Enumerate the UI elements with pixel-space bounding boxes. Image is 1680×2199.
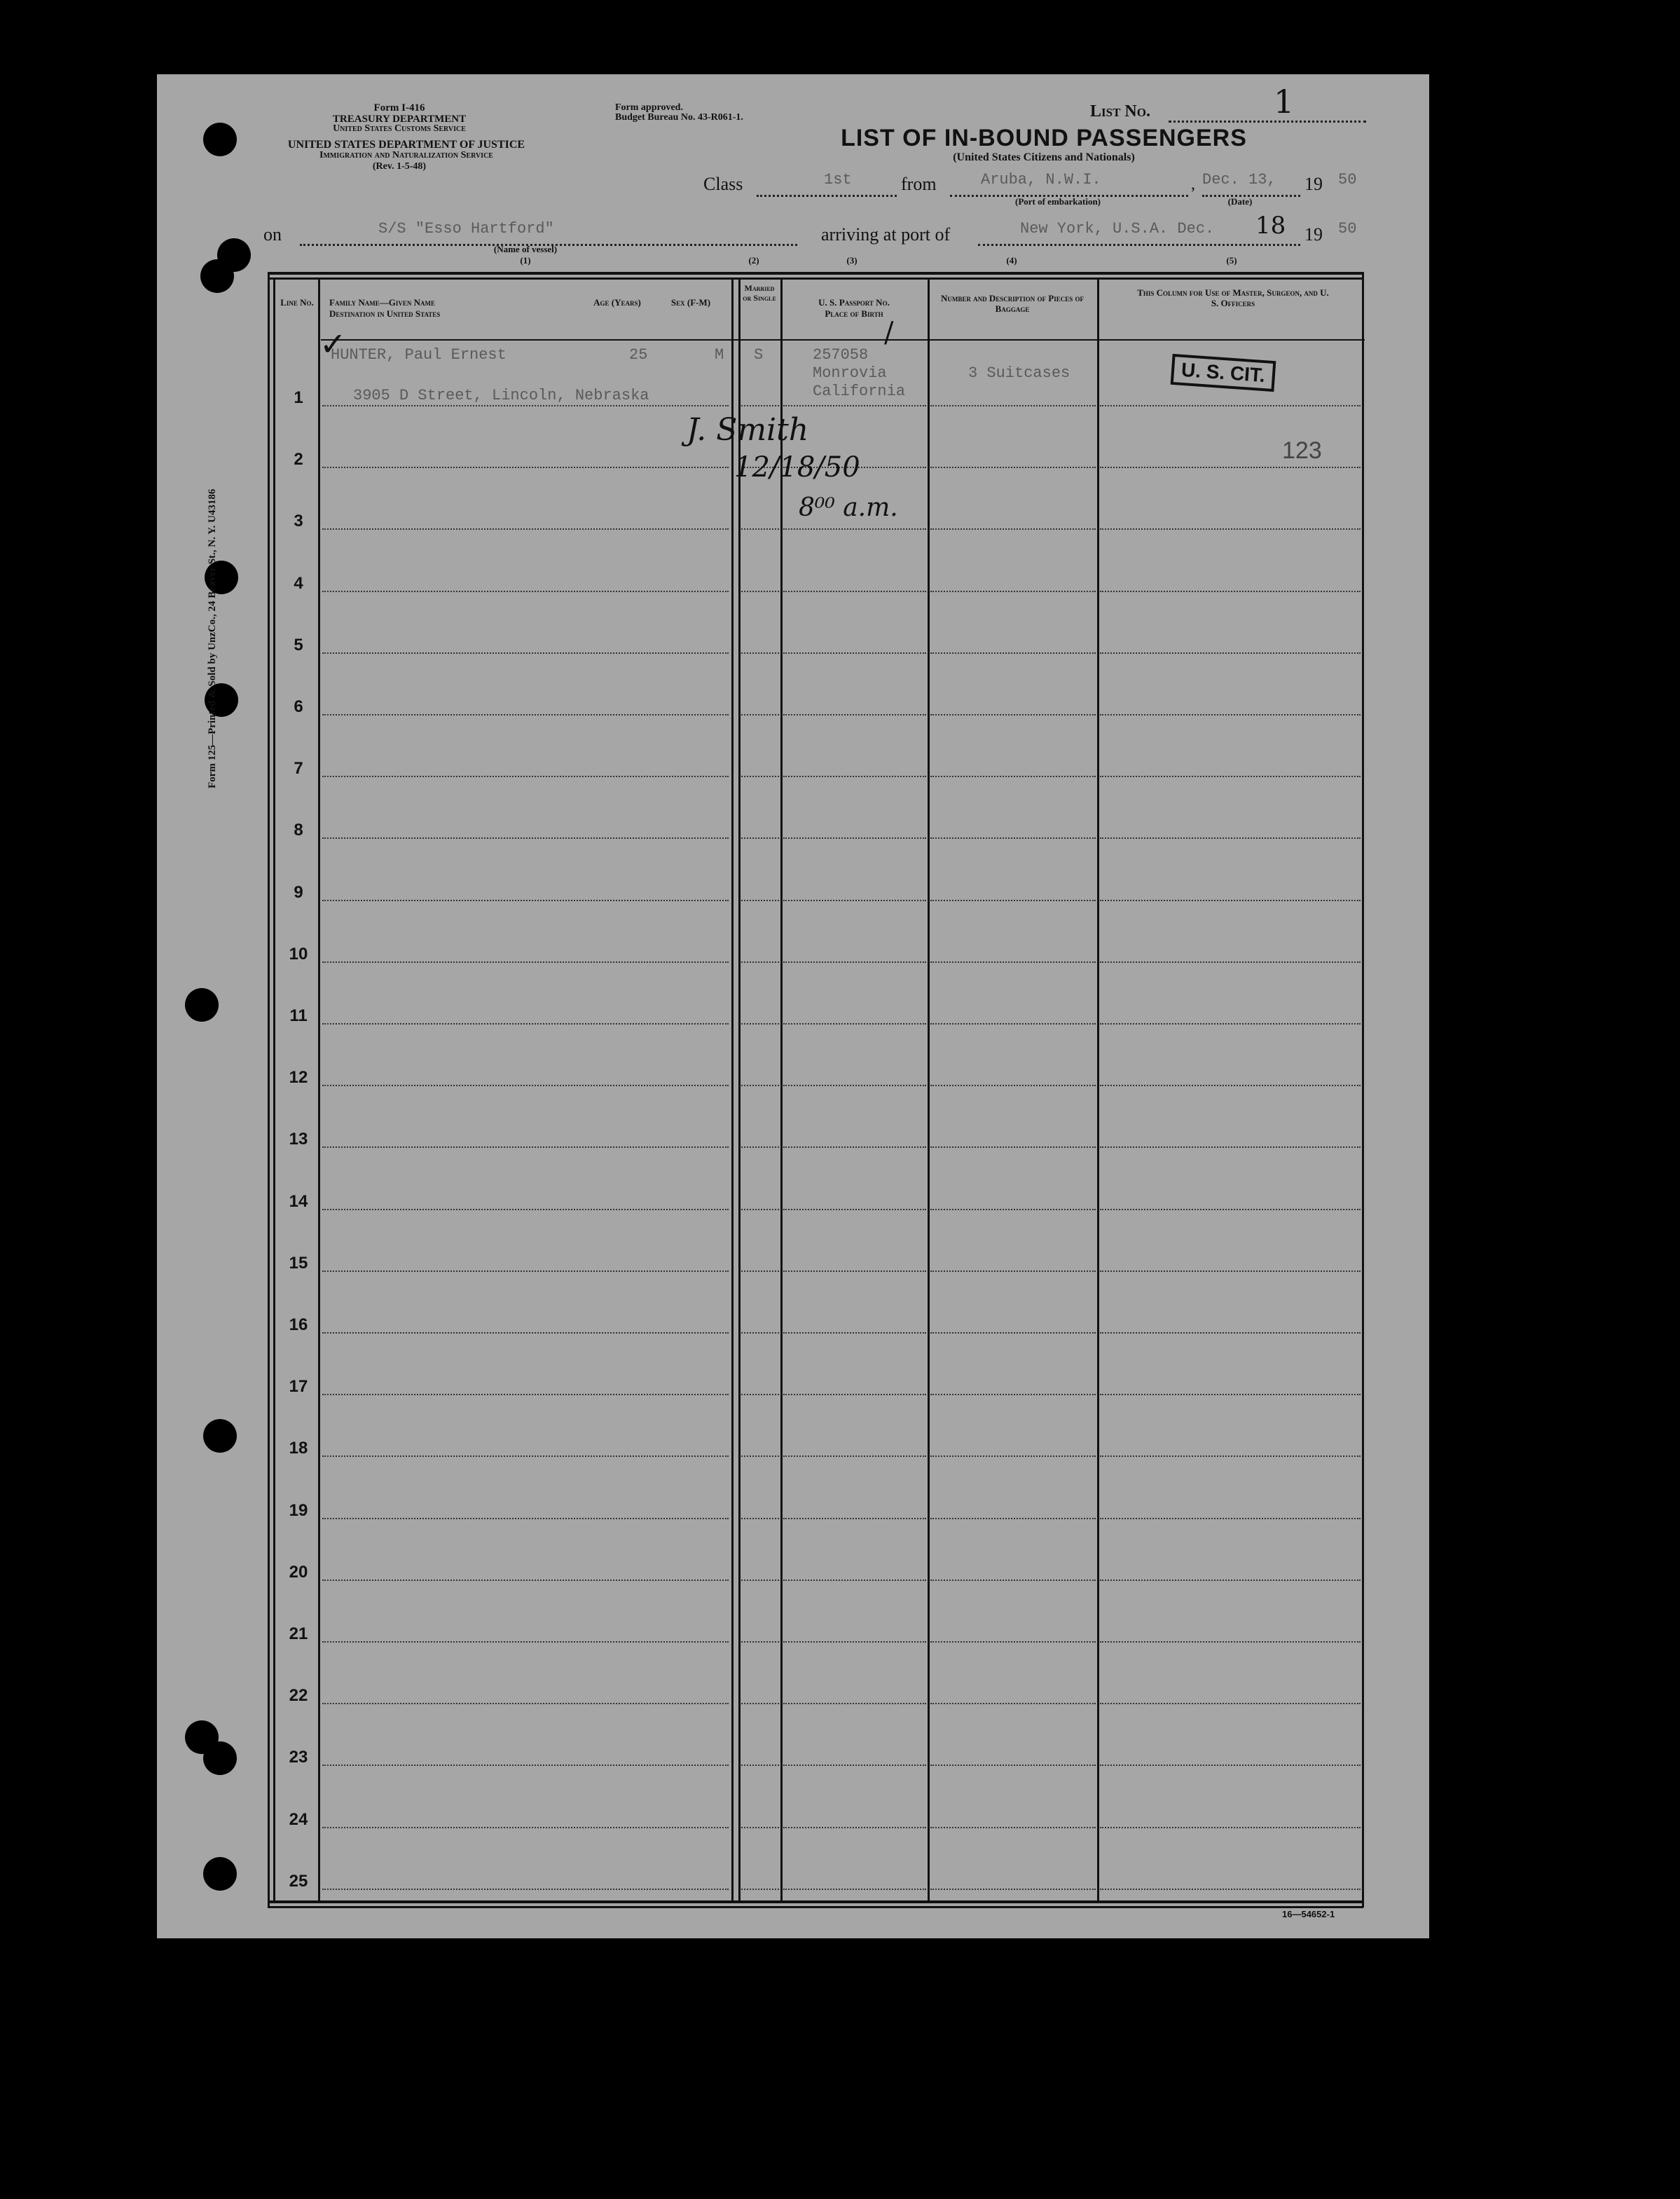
row-dotted-line	[1100, 1023, 1361, 1025]
row-dotted-line	[930, 1703, 1096, 1704]
list-subtitle: (United States Citizens and Nationals)	[953, 151, 1135, 163]
row-dotted-line	[322, 1270, 729, 1272]
form-approved: Form approved.	[615, 102, 683, 113]
handwritten-date: 12/18/50	[734, 451, 860, 484]
row-dotted-line	[741, 591, 779, 592]
vessel-value: S/S "Esso Hartford"	[378, 220, 554, 238]
punch-hole	[203, 123, 237, 156]
form-code: Form I-416	[373, 102, 425, 114]
punch-hole	[217, 238, 251, 272]
row-dotted-line	[1100, 1270, 1361, 1272]
arriving-value: New York, U.S.A. Dec.	[1020, 220, 1215, 238]
customs-service: United States Customs Service	[333, 123, 466, 134]
row-number: 19	[289, 1501, 308, 1520]
row-dotted-line	[741, 900, 779, 901]
row-dotted-line	[1100, 1703, 1361, 1704]
row-dotted-line	[741, 1641, 779, 1643]
table-right-border	[1362, 272, 1364, 1907]
year-prefix-1: 19	[1304, 174, 1323, 194]
row-dotted-line	[930, 1455, 1096, 1457]
row-number: 5	[294, 636, 303, 655]
row-number: 25	[289, 1872, 308, 1891]
row-number: 3	[294, 512, 303, 530]
row-dotted-line	[930, 1827, 1096, 1828]
row-dotted-line	[783, 714, 926, 715]
row-dotted-line	[930, 1209, 1096, 1210]
baggage-divider	[1097, 278, 1099, 1903]
row-dotted-line	[1100, 467, 1361, 468]
row-dotted-line	[1100, 900, 1361, 901]
side-print: Form 125—Printed & Sold by UnzCo., 24 Beaver St., N. Y. U43186	[207, 488, 218, 788]
col-header-married: Married or Single	[743, 283, 776, 303]
row-dotted-line	[783, 1827, 926, 1828]
revision: (Rev. 1-5-48)	[372, 161, 427, 172]
punch-hole	[203, 1741, 237, 1775]
row-dotted-line	[930, 1641, 1096, 1643]
row-dotted-line	[741, 1085, 779, 1086]
list-no-value: 1	[1274, 83, 1295, 121]
date-caption: (Date)	[1227, 196, 1253, 207]
table-bottom-border	[268, 1900, 1363, 1903]
row-dotted-line	[322, 1394, 729, 1395]
row-dotted-line	[930, 1580, 1096, 1581]
row-number: 8	[294, 821, 303, 840]
row-dotted-line	[783, 1518, 926, 1519]
row-dotted-line	[322, 714, 729, 715]
row-dotted-line	[741, 776, 779, 777]
row-number: 16	[289, 1315, 308, 1334]
handwritten-signature: J. Smith	[687, 412, 809, 448]
row-dotted-line	[322, 900, 729, 901]
row-dotted-line	[930, 1889, 1096, 1890]
list-no-line	[1169, 121, 1366, 123]
row-dotted-line	[1100, 1765, 1361, 1766]
row-dotted-line	[741, 1455, 779, 1457]
row-dotted-line	[930, 1270, 1096, 1272]
row-dotted-line	[930, 591, 1096, 592]
row-dotted-line	[1100, 1641, 1361, 1643]
row-dotted-line	[1100, 1827, 1361, 1828]
row-number: 13	[289, 1130, 308, 1149]
from-value: Aruba, N.W.I.	[981, 171, 1101, 189]
row-number: 22	[289, 1686, 308, 1705]
row-dotted-line	[930, 900, 1096, 901]
table-top-border	[268, 272, 1363, 275]
date-value: Dec. 13,	[1202, 171, 1276, 189]
row-dotted-line	[930, 961, 1096, 963]
vessel-caption: (Name of vessel)	[493, 244, 558, 254]
row-dotted-line	[783, 528, 926, 530]
row-dotted-line	[783, 1146, 926, 1148]
row-dotted-line	[930, 1023, 1096, 1025]
row-dotted-line	[322, 1209, 729, 1210]
entry-sex: M	[715, 346, 724, 364]
row-dotted-line	[741, 652, 779, 654]
punch-hole	[203, 1419, 237, 1453]
entry-age: 25	[629, 346, 648, 364]
row-dotted-line	[1100, 1889, 1361, 1890]
row-number: 12	[289, 1068, 308, 1087]
comma: ,	[1191, 175, 1195, 193]
row-dotted-line	[1100, 1332, 1361, 1334]
row-dotted-line	[783, 1023, 926, 1025]
col-header-passport: U. S. Passport No.	[818, 297, 890, 308]
budget-bureau: Budget Bureau No. 43-R061-1.	[615, 112, 743, 123]
row-dotted-line	[322, 1518, 729, 1519]
entry-birth-city: Monrovia	[813, 364, 887, 382]
row-dotted-line	[930, 1765, 1096, 1766]
row-dotted-line	[930, 467, 1096, 468]
row-number: 23	[289, 1748, 308, 1767]
row-dotted-line	[930, 1085, 1096, 1086]
row-dotted-line	[930, 405, 1096, 406]
us-cit-stamp: U. S. CIT.	[1171, 354, 1276, 392]
row-dotted-line	[783, 1332, 926, 1334]
row-dotted-line	[741, 1023, 779, 1025]
tick-mark: /	[884, 317, 894, 349]
ins-title: Immigration and Naturalization Service	[319, 150, 493, 160]
row-dotted-line	[930, 1146, 1096, 1148]
table-top-border-2	[268, 278, 1363, 280]
row-dotted-line	[1100, 776, 1361, 777]
arriving-line	[978, 244, 1300, 246]
row-dotted-line	[783, 776, 926, 777]
row-dotted-line	[322, 1765, 729, 1766]
entry-birth-state: California	[813, 383, 906, 400]
row-dotted-line	[930, 1332, 1096, 1334]
row-dotted-line	[783, 591, 926, 592]
list-title: LIST OF IN-BOUND PASSENGERS	[841, 125, 1247, 151]
row-dotted-line	[322, 1889, 729, 1890]
entry-baggage: 3 Suitcases	[968, 364, 1070, 382]
col-index-3: (3)	[846, 255, 858, 266]
footer-code: 16—54652-1	[1282, 1909, 1335, 1919]
class-value: 1st	[824, 171, 852, 189]
punch-hole	[203, 1857, 237, 1891]
row-dotted-line	[930, 1518, 1096, 1519]
row-dotted-line	[930, 652, 1096, 654]
row-dotted-line	[783, 1641, 926, 1643]
row-dotted-line	[322, 1827, 729, 1828]
col-header-age: Age (Years)	[593, 297, 641, 308]
entry-passport: 257058	[813, 346, 869, 364]
year-value-2: 50	[1338, 220, 1357, 238]
col-index-5: (5)	[1226, 255, 1237, 266]
row-number: 10	[289, 945, 308, 964]
treasury-dept: TREASURY DEPARTMENT	[332, 114, 467, 125]
doj-title: UNITED STATES DEPARTMENT OF JUSTICE	[287, 139, 525, 151]
col-header-line-no: Line No.	[280, 297, 314, 308]
col-header-name: Family Name—Given Name	[329, 297, 436, 308]
table-left-border-2	[273, 278, 275, 1903]
from-label: from	[901, 174, 937, 194]
row-dotted-line	[783, 652, 926, 654]
row-dotted-line	[322, 591, 729, 592]
year-value-1: 50	[1338, 171, 1357, 189]
row-dotted-line	[783, 1085, 926, 1086]
arriving-label: arriving at port of	[821, 224, 951, 245]
entry-address: 3905 D Street, Lincoln, Nebraska	[353, 387, 649, 404]
row-dotted-line	[741, 714, 779, 715]
table-left-border	[268, 272, 270, 1907]
row-dotted-line	[322, 1023, 729, 1025]
row-number: 2	[294, 450, 303, 469]
col-header-birth: Place of Birth	[825, 308, 883, 319]
row-dotted-line	[783, 900, 926, 901]
row-number: 7	[294, 759, 303, 778]
row-dotted-line	[322, 1703, 729, 1704]
port-embark-caption: (Port of embarkation)	[1014, 196, 1101, 207]
row-dotted-line	[1100, 652, 1361, 654]
row-dotted-line	[322, 776, 729, 777]
row-dotted-line	[1100, 1085, 1361, 1086]
row-number: 11	[289, 1006, 308, 1025]
row-number: 18	[289, 1439, 308, 1458]
handwritten-time: 8⁰⁰ a.m.	[799, 493, 898, 522]
row-dotted-line	[741, 528, 779, 530]
arriving-day: 18	[1255, 212, 1286, 240]
col-header-baggage: Number and Description of Pieces of Baggage	[941, 293, 1084, 314]
row-dotted-line	[930, 837, 1096, 839]
row-dotted-line	[783, 1394, 926, 1395]
row-dotted-line	[322, 1641, 729, 1643]
row-number: 17	[289, 1377, 308, 1396]
row-number: 21	[289, 1624, 308, 1643]
row-dotted-line	[1100, 528, 1361, 530]
row-dotted-line	[741, 405, 779, 406]
row-dotted-line	[322, 837, 729, 839]
row-dotted-line	[783, 1765, 926, 1766]
row-number: 24	[289, 1810, 308, 1829]
row-number: 14	[289, 1192, 308, 1211]
row-dotted-line	[322, 467, 729, 468]
row-dotted-line	[741, 1580, 779, 1581]
year-prefix-2: 19	[1304, 224, 1323, 245]
married-divider	[780, 278, 783, 1903]
row-dotted-line	[1100, 1394, 1361, 1395]
row-dotted-line	[1100, 591, 1361, 592]
row-dotted-line	[322, 652, 729, 654]
row-dotted-line	[783, 961, 926, 963]
col-header-officers: This Column for Use of Master, Surgeon, and U. S. Officers	[1137, 287, 1329, 308]
row-dotted-line	[741, 837, 779, 839]
row-dotted-line	[1100, 837, 1361, 839]
row-number: 1	[294, 388, 303, 407]
row-dotted-line	[1100, 1455, 1361, 1457]
row-dotted-line	[322, 405, 729, 406]
row-dotted-line	[783, 1889, 926, 1890]
check-mark: ✓	[319, 325, 347, 363]
row-dotted-line	[783, 1270, 926, 1272]
row-dotted-line	[1100, 961, 1361, 963]
class-label: Class	[703, 174, 743, 194]
row-dotted-line	[741, 1518, 779, 1519]
row-dotted-line	[1100, 1146, 1361, 1148]
row-dotted-line	[741, 961, 779, 963]
row-dotted-line	[741, 1703, 779, 1704]
row-dotted-line	[741, 1332, 779, 1334]
entry-married: S	[754, 346, 764, 364]
row-dotted-line	[322, 1085, 729, 1086]
row-dotted-line	[783, 1703, 926, 1704]
row-dotted-line	[741, 1209, 779, 1210]
row-dotted-line	[322, 1146, 729, 1148]
header-bottom-border	[321, 339, 1365, 341]
row-dotted-line	[741, 1146, 779, 1148]
row-number: 4	[294, 574, 303, 593]
row-number: 9	[294, 883, 303, 902]
row-dotted-line	[783, 1209, 926, 1210]
row-dotted-line	[741, 1889, 779, 1890]
row-dotted-line	[783, 1455, 926, 1457]
on-label: on	[263, 224, 282, 245]
col-index-1: (1)	[520, 255, 531, 266]
row-dotted-line	[1100, 405, 1361, 406]
row-number: 6	[294, 697, 303, 716]
col-header-destination: Destination in United States	[329, 308, 441, 319]
row-dotted-line	[322, 528, 729, 530]
punch-hole	[185, 988, 219, 1022]
row-dotted-line	[930, 776, 1096, 777]
row-number: 20	[289, 1563, 308, 1582]
name-divider-2	[738, 278, 741, 1903]
entry-name: HUNTER, Paul Ernest	[331, 346, 507, 364]
row-dotted-line	[741, 1270, 779, 1272]
row-dotted-line	[741, 1394, 779, 1395]
row-dotted-line	[930, 1394, 1096, 1395]
row-dotted-line	[1100, 1580, 1361, 1581]
row-number: 15	[289, 1254, 308, 1273]
col-index-4: (4)	[1006, 255, 1017, 266]
class-line	[757, 195, 897, 197]
row-dotted-line	[322, 961, 729, 963]
row-dotted-line	[322, 1580, 729, 1581]
list-no-label: List No.	[1090, 102, 1150, 121]
row-dotted-line	[1100, 1209, 1361, 1210]
row-dotted-line	[1100, 1518, 1361, 1519]
row-dotted-line	[1100, 714, 1361, 715]
passport-divider	[928, 278, 930, 1903]
row-dotted-line	[783, 837, 926, 839]
col-index-2: (2)	[748, 255, 759, 266]
row-dotted-line	[783, 1580, 926, 1581]
name-divider	[731, 278, 734, 1903]
row-dotted-line	[322, 1455, 729, 1457]
row-dotted-line	[930, 528, 1096, 530]
row-dotted-line	[322, 1332, 729, 1334]
table-bottom-border-2	[268, 1906, 1363, 1908]
row-dotted-line	[741, 1765, 779, 1766]
col-header-sex: Sex (F-M)	[670, 297, 711, 308]
row-dotted-line	[741, 1827, 779, 1828]
stamp-number: 123	[1282, 437, 1322, 464]
row-dotted-line	[783, 405, 926, 406]
row-dotted-line	[930, 714, 1096, 715]
